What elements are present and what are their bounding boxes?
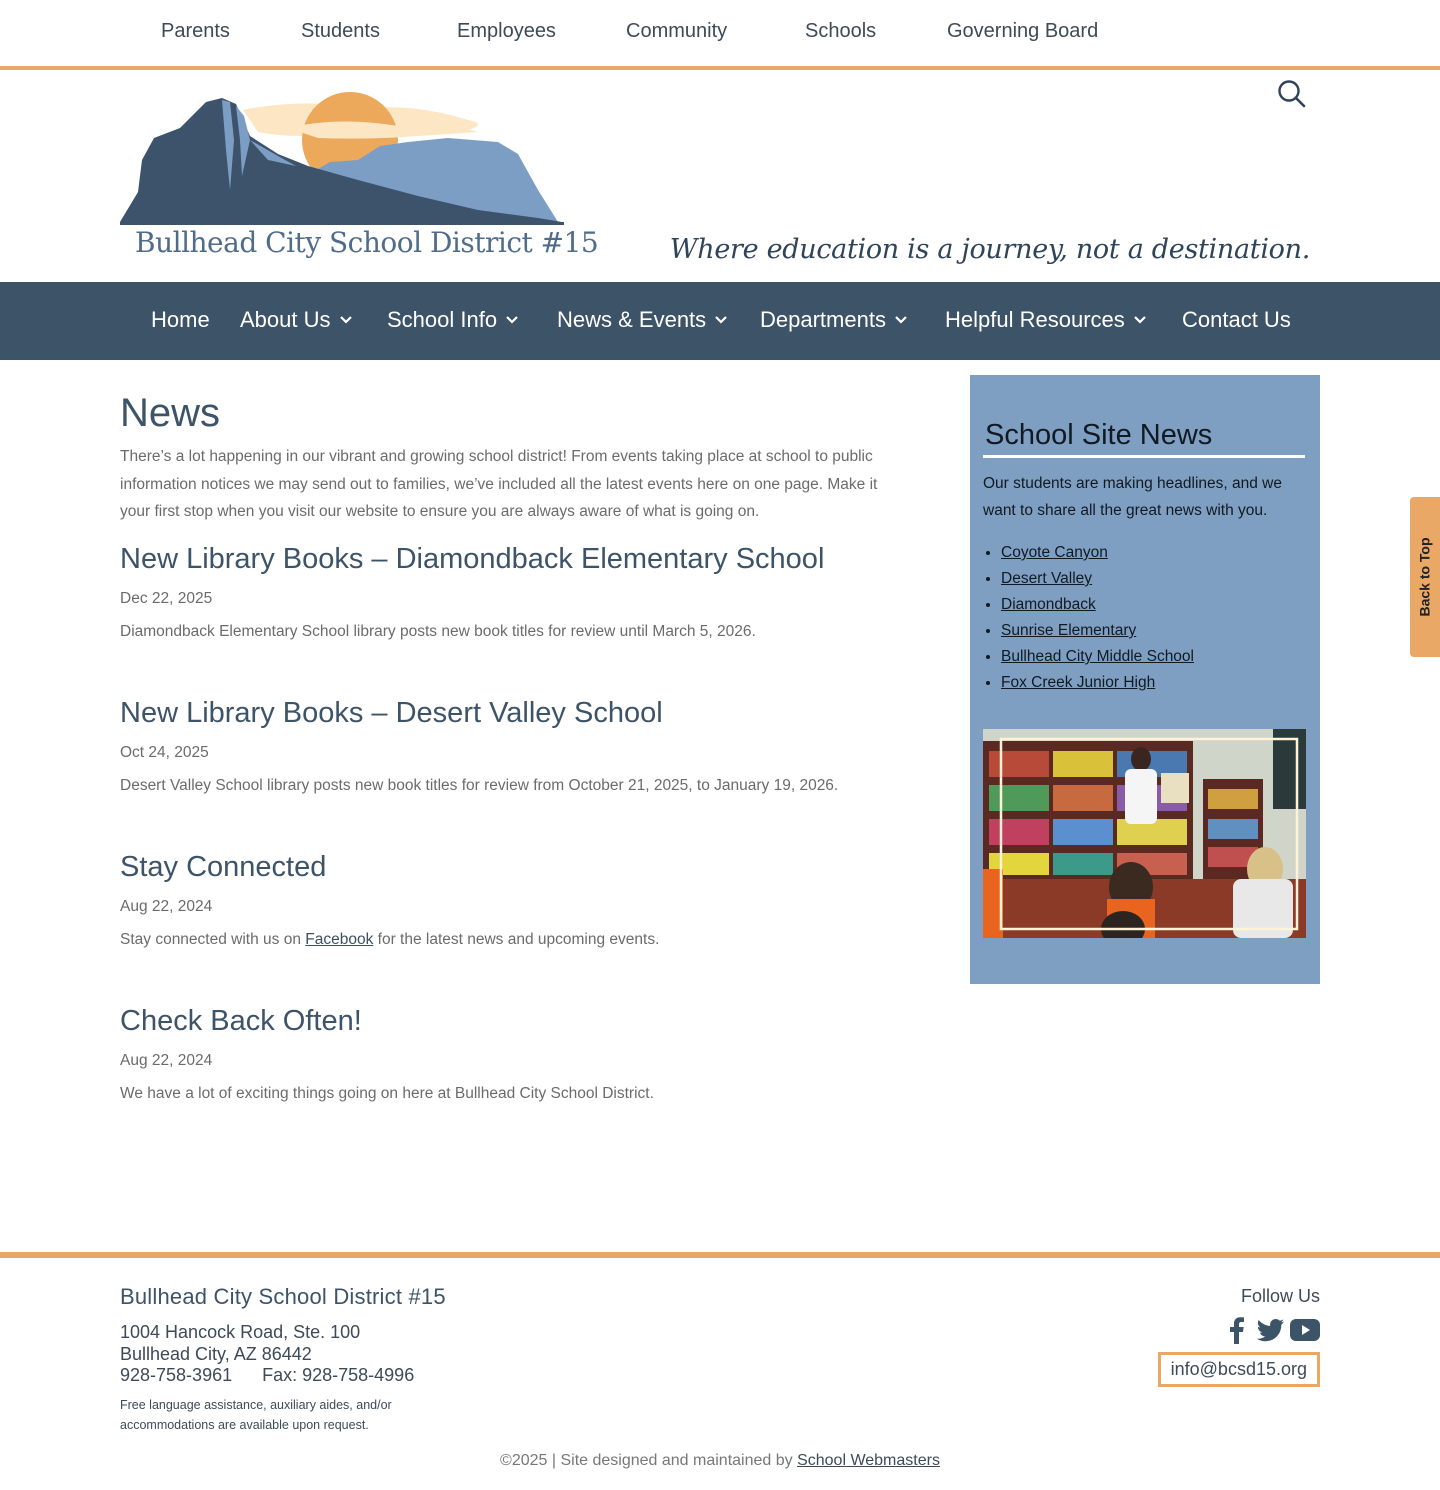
news-post — [120, 540, 920, 641]
post-excerpt: Diamondback Elementary School library posts new book titles for review until March 5, 2026. — [120, 622, 756, 640]
post-date: Aug 22, 2024 — [120, 897, 213, 915]
footer-social — [1158, 1286, 1320, 1387]
nav-label: School Info — [387, 307, 498, 332]
library-reading-image-icon — [983, 729, 1306, 938]
site-header — [0, 70, 1440, 282]
follow-us-label: Follow Us — [1240, 1286, 1320, 1306]
logo-text: Bullhead City School District #15 — [135, 226, 599, 259]
list-item — [1001, 566, 1306, 592]
post-excerpt: Desert Valley School library posts new book titles for review from October 21, 2025, to January 19, 2026. — [120, 776, 839, 794]
news-post — [120, 1002, 920, 1103]
nav-item-contact-us[interactable] — [1182, 307, 1291, 333]
nav-item-home[interactable] — [151, 307, 210, 333]
list-item — [1001, 618, 1306, 644]
search-icon[interactable] — [1276, 78, 1308, 110]
back-to-top-label: Back to Top — [1417, 537, 1434, 617]
nav-item-school-info[interactable] — [387, 307, 519, 333]
facebook-icon[interactable] — [1222, 1316, 1252, 1344]
nav-label: Helpful Resources — [945, 307, 1125, 332]
excerpt-text: for the latest news and upcoming events. — [373, 930, 660, 948]
list-item — [1001, 540, 1306, 566]
chevron-down-icon — [339, 313, 353, 327]
main-content — [120, 375, 920, 1103]
post-title[interactable]: New Library Books – Diamondback Elementary School — [120, 542, 825, 575]
school-link-sunrise-elementary[interactable]: Sunrise Elementary — [1001, 622, 1137, 639]
address-line-2: Bullhead City, AZ 86442 — [120, 1343, 312, 1364]
chevron-down-icon — [1133, 313, 1147, 327]
page-title: News — [120, 391, 221, 435]
school-link-bullhead-city-middle[interactable]: Bullhead City Middle School — [1001, 648, 1194, 665]
sidebar-description: Our students are making headlines, and we want to share all the great news with you. — [983, 475, 1282, 519]
chevron-down-icon — [714, 313, 728, 327]
utility-link-governing-board[interactable]: Governing Board — [947, 20, 1099, 42]
utility-nav — [0, 0, 1440, 66]
main-nav — [0, 282, 1440, 360]
nav-label: News & Events — [557, 307, 707, 332]
note-line-1: Free language assistance, auxiliary aides, and/or — [120, 1397, 392, 1412]
twitter-icon[interactable] — [1256, 1316, 1286, 1344]
post-title[interactable]: Check Back Often! — [120, 1004, 362, 1037]
post-excerpt — [120, 931, 920, 949]
utility-link-parents[interactable]: Parents — [161, 20, 230, 42]
school-link-desert-valley[interactable]: Desert Valley — [1001, 570, 1093, 587]
post-title[interactable]: New Library Books – Desert Valley School — [120, 696, 663, 729]
school-links-list — [983, 540, 1306, 696]
nav-item-about-us[interactable] — [240, 307, 353, 333]
utility-link-community[interactable]: Community — [626, 20, 728, 42]
language-assistance-note — [120, 1395, 446, 1435]
copyright-line — [0, 1452, 1440, 1470]
post-title[interactable]: Stay Connected — [120, 850, 327, 883]
school-link-coyote-canyon[interactable]: Coyote Canyon — [1001, 544, 1108, 561]
sidebar-divider — [983, 455, 1305, 458]
school-link-diamondback[interactable]: Diamondback — [1001, 596, 1096, 613]
news-post — [120, 694, 920, 795]
sidebar-title: School Site News — [985, 419, 1213, 451]
nav-item-departments[interactable] — [760, 307, 908, 333]
library-photo — [983, 729, 1306, 938]
nav-label: Departments — [760, 307, 886, 332]
facebook-link[interactable]: Facebook — [305, 930, 374, 948]
nav-label: About Us — [240, 307, 331, 332]
phone-fax-line: 928-758-3961 Fax: 928-758-4996 — [120, 1365, 415, 1385]
nav-item-news-events[interactable] — [557, 307, 728, 333]
note-line-2: accommodations are available upon request. — [120, 1417, 369, 1432]
mountain-sun-logo-icon — [118, 80, 566, 230]
address-line-1: 1004 Hancock Road, Ste. 100 — [120, 1322, 361, 1342]
footer-org-name: Bullhead City School District #15 — [120, 1284, 446, 1309]
utility-link-employees[interactable]: Employees — [457, 20, 556, 42]
nav-label: Contact Us — [1182, 307, 1291, 332]
tagline: Where education is a journey, not a destination. — [669, 234, 1310, 265]
youtube-icon[interactable] — [1290, 1316, 1320, 1344]
post-date: Aug 22, 2024 — [120, 1051, 213, 1069]
copyright-text: ©2025 | Site designed and maintained by — [500, 1452, 798, 1469]
back-to-top-button[interactable] — [1410, 497, 1440, 657]
utility-link-students[interactable]: Students — [301, 20, 380, 42]
excerpt-text: Stay connected with us on — [120, 930, 306, 948]
email-link[interactable]: info@bcsd15.org — [1158, 1352, 1320, 1387]
list-item — [1001, 644, 1306, 670]
school-link-fox-creek[interactable]: Fox Creek Junior High — [1001, 674, 1156, 691]
footer-contact — [120, 1284, 446, 1435]
post-excerpt: We have a lot of exciting things going on here at Bullhead City School District. — [120, 1084, 654, 1102]
footer-divider — [0, 1252, 1440, 1258]
chevron-down-icon — [894, 313, 908, 327]
chevron-down-icon — [505, 313, 519, 327]
post-date: Oct 24, 2025 — [120, 743, 209, 761]
list-item — [1001, 670, 1306, 696]
news-post — [120, 848, 920, 949]
utility-link-schools[interactable]: Schools — [805, 20, 877, 42]
list-item — [1001, 592, 1306, 618]
post-date: Dec 22, 2025 — [120, 589, 213, 607]
social-icons — [1158, 1316, 1320, 1344]
nav-item-helpful-resources[interactable] — [945, 307, 1147, 333]
school-site-news-sidebar — [970, 375, 1320, 984]
nav-label: Home — [151, 307, 210, 332]
school-webmasters-link[interactable]: School Webmasters — [797, 1452, 940, 1469]
intro-text: There’s a lot happening in our vibrant and growing school district! From events taking place at school to public information notices we may send out to families, we’ve included all the latest events here on one page. Make it your first stop when you visit our website to ensure you are always aware of what is going on. — [120, 448, 878, 520]
footer-address — [120, 1322, 446, 1387]
